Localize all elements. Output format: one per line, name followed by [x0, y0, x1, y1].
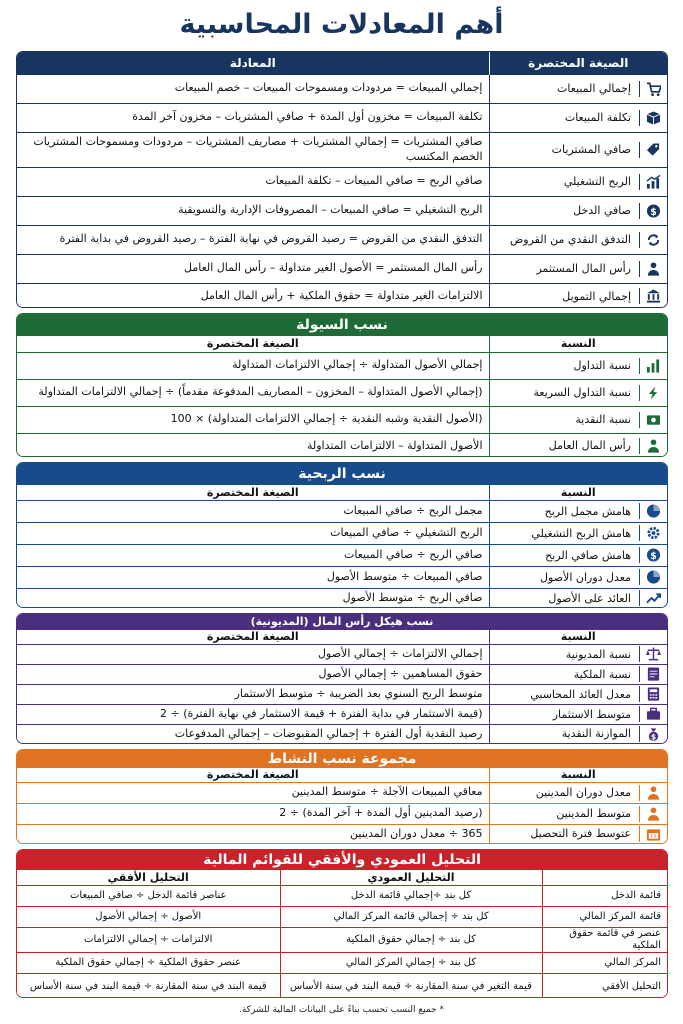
bar-chart-icon	[646, 358, 661, 374]
row-name: قائمة المركز المالي	[579, 910, 661, 922]
row-label: متوسط المدينين	[556, 807, 631, 820]
column-header-short: الصيغة المختصرة	[528, 55, 629, 70]
growth-chart-icon	[646, 174, 661, 190]
row-horizontal: عناصر قائمة الدخل ÷ صافي المبيعات	[70, 889, 227, 901]
row-icon-wrap	[639, 590, 661, 606]
row-name: قائمة الدخل	[611, 889, 661, 901]
svg-text:$: $	[650, 206, 657, 218]
column-header-vertical: التحليل العمودي	[280, 870, 542, 885]
person-icon	[646, 806, 661, 822]
row-icon-wrap	[639, 726, 661, 742]
row-label: هامش مجمل الربح	[544, 504, 631, 518]
row-formula: الربح التشغيلي = صافي المبيعات – المصروفات الإدارية والتسويقية	[178, 203, 483, 217]
table-row	[17, 704, 667, 724]
row-horizontal: الالتزامات ÷ إجمالي الالتزامات	[84, 933, 213, 945]
row-horizontal: عنصر حقوق الملكية ÷ إجمالي حقوق الملكية	[55, 956, 242, 968]
row-icon-wrap	[639, 666, 661, 682]
row-label: عتوسط فترة التحصيل	[530, 827, 631, 841]
row-icon-wrap	[639, 826, 661, 842]
row-formula: مجمل الربح ÷ صافي المبيعات	[343, 503, 483, 517]
row-label: الربح التشغيلي	[563, 175, 631, 188]
table-row	[17, 588, 667, 608]
row-formula: متوسط الربح السنوي بعد الضريبة ÷ متوسط الاستثمار	[234, 686, 483, 700]
table-row	[17, 824, 667, 843]
row-name: التحليل الأفقي	[601, 980, 661, 992]
table-row	[17, 927, 667, 952]
row-label: العائد على الأصول	[548, 591, 631, 605]
row-icon-wrap	[639, 110, 661, 126]
row-label: معدل العائد المحاسبي	[530, 687, 631, 701]
row-formula: (قيمة الاستثمار في بداية الفترة + قيمة الاستثمار في نهاية الفترة) ÷ 2	[160, 706, 483, 720]
row-label: الموازنة النقدية	[561, 727, 631, 741]
row-formula: إجمالي الأصول المتداولة ÷ إجمالي الالتزامات المتداولة	[232, 358, 483, 372]
row-formula: رصيد النقدية أول الفترة + إجمالي المقبوضات – إجمالي المدفوعات	[174, 726, 483, 740]
row-label: متوسط الاستثمار	[552, 707, 631, 721]
footnote: * جميع النسب تحسب بناءً على البيانات المالية للشركة.	[238, 1005, 444, 1015]
row-label: صافي المشتريات	[551, 143, 631, 156]
bank-icon	[646, 288, 661, 304]
table-row	[17, 406, 667, 433]
row-icon-wrap	[639, 686, 661, 702]
row-icon-wrap	[639, 646, 661, 662]
row-formula: إجمالي المبيعات = مردودات ومسموحات المبيعات – خصم المبيعات	[174, 81, 483, 95]
section-header: نسب السيولة	[17, 314, 667, 336]
row-label: نسبة النقدية	[575, 413, 631, 426]
formulas-section	[16, 51, 668, 308]
table-row	[17, 283, 667, 308]
row-label: هامش صافي الربح	[545, 548, 631, 562]
row-icon-wrap	[639, 81, 661, 97]
row-vertical: كل بند ÷ إجمالي المركز المالي	[345, 956, 477, 968]
row-icon-wrap	[639, 569, 661, 585]
row-formula: التدفق النقدي من القروض = رصيد القروض في نهاية الفترة – رصيد القروض في بداية الفترة	[59, 232, 483, 246]
table-row	[17, 352, 667, 379]
row-formula: حقوق المساهمين ÷ إجمالي الأصول	[318, 666, 483, 680]
row-label: هامش الربح التشغيلي	[531, 526, 631, 540]
cash-icon	[646, 412, 661, 428]
table-row	[17, 803, 667, 824]
row-formula: صافي المشتريات = إجمالي المشتريات + مصاريف المشتريات – مردودات ومسموحات المشتريات الخصم المكتسب	[33, 135, 483, 163]
row-label: إجمالي التمويل	[562, 289, 631, 303]
table-row	[17, 544, 667, 566]
row-icon-wrap	[639, 203, 661, 219]
svg-text:$: $	[650, 732, 657, 742]
column-header-formula: الصيغة المختصرة	[17, 485, 489, 500]
table-row	[17, 973, 667, 998]
row-icon-wrap	[639, 261, 661, 277]
table-row	[17, 684, 667, 704]
liquidity-section	[16, 313, 668, 457]
table-row	[17, 103, 667, 132]
row-icon-wrap	[639, 706, 661, 722]
dollar-coin-icon	[646, 547, 661, 563]
page-title: أهم المعادلات المحاسبية	[179, 9, 504, 40]
row-icon-wrap	[639, 438, 661, 454]
svg-text:$: $	[650, 550, 657, 562]
row-label: معدل دوران الأصول	[540, 570, 631, 584]
row-label: معدل دوران المدينين	[535, 786, 631, 799]
box-icon	[646, 110, 661, 126]
row-formula: صافي الربح ÷ صافي المبيعات	[344, 547, 483, 561]
calculator-icon	[646, 686, 661, 702]
row-label: رأس المال العامل	[548, 439, 631, 453]
row-icon-wrap	[639, 806, 661, 822]
row-formula: تكلفة المبيعات = مخزون أول المدة + صافي المشتريات – مخزون آخر المدة	[132, 110, 483, 124]
capital-structure-section	[16, 613, 668, 744]
row-name: المركز المالي	[604, 956, 661, 968]
column-header-formula: الصيغة المختصرة	[17, 768, 489, 782]
row-icon-wrap	[639, 385, 661, 401]
section-header: التحليل العمودي والأفقي للقوائم المالية	[17, 850, 667, 870]
row-icon-wrap	[639, 288, 661, 304]
row-label: نسبة المديونية	[565, 647, 631, 661]
table-row	[17, 167, 667, 196]
table-row	[17, 132, 667, 167]
table-row	[17, 952, 667, 973]
row-horizontal: قيمة البند في سنة المقارنة ÷ قيمة البند في سنة الأساس	[29, 980, 267, 992]
row-name: عنصر في قائمة حقوق الملكية	[569, 927, 661, 951]
calendar-icon	[646, 826, 661, 842]
column-header-ratio: النسبة	[489, 485, 667, 500]
row-icon-wrap	[639, 525, 661, 541]
row-formula: صافي الربح ÷ متوسط الأصول	[342, 591, 483, 605]
investor-icon	[646, 261, 661, 277]
table-row	[17, 254, 667, 283]
table-row	[17, 225, 667, 254]
analysis-section	[16, 849, 668, 998]
table-row	[17, 566, 667, 588]
table-row	[17, 644, 667, 664]
table-row	[17, 782, 667, 803]
row-formula: 365 ÷ معدل دوران المدينين	[350, 826, 483, 840]
scales-icon	[646, 646, 661, 662]
section-header: نسب الربحية	[17, 463, 667, 485]
row-formula: (إجمالي الأصول المتداولة – المخزون – المصاريف المدفوعة مقدماً) ÷ إجمالي الالتزامات المتداولة	[38, 385, 483, 399]
row-formula: الالتزامات الغير متداولة = حقوق الملكية + رأس المال العامل	[200, 289, 483, 303]
column-header-formula: الصيغة المختصرة	[17, 630, 489, 644]
cycle-arrows-icon	[646, 232, 661, 248]
row-formula: الأصول المتداولة – الالتزامات المتداولة	[306, 438, 483, 452]
row-vertical: كل بند ÷ إجمالي قائمة المركز المالي	[333, 910, 489, 922]
column-header-horizontal: التحليل الأفقي	[17, 870, 280, 885]
pie-chart-icon	[646, 503, 661, 519]
table-row	[17, 906, 667, 927]
briefcase-icon	[646, 706, 661, 722]
gear-icon	[646, 525, 661, 541]
row-label: صافي الدخل	[573, 204, 631, 217]
table-row	[17, 500, 667, 522]
row-label: تكلفة المبيعات	[564, 111, 631, 124]
row-vertical: قيمة التغير في سنة المقارنة ÷ قيمة البند في سنة الأساس	[290, 980, 532, 992]
person-icon	[646, 438, 661, 454]
row-icon-wrap	[639, 232, 661, 248]
row-formula: (الأصول النقدية وشبه النقدية ÷ إجمالي الالتزامات المتداولة) × 100	[170, 412, 483, 426]
row-horizontal: الأصول ÷ إجمالي الأصول	[95, 910, 202, 922]
row-vertical: كل بند ÷ إجمالي حقوق الملكية	[346, 933, 476, 945]
row-formula: الربح التشغيلي ÷ صافي المبيعات	[330, 525, 483, 539]
table-row	[17, 664, 667, 684]
table-row	[17, 196, 667, 225]
table-row	[17, 724, 667, 743]
row-formula: معاقي المبيعات الآجلة ÷ متوسط المدينين	[291, 785, 483, 799]
row-label: نسبة التداول السريعة	[533, 386, 631, 399]
row-label: نسبة الملكية	[573, 667, 631, 681]
activity-section	[16, 749, 668, 844]
row-label: رأس المال المستثمر	[536, 262, 631, 275]
money-bag-icon	[646, 726, 661, 742]
pie-chart-icon	[646, 569, 661, 585]
section-header: نسب هيكل رأس المال (المديونية)	[17, 614, 667, 630]
column-header-formula: الصيغة المختصرة	[17, 336, 489, 352]
table-row	[17, 379, 667, 406]
row-label: إجمالي المبيعات	[556, 82, 631, 95]
row-icon-wrap	[639, 785, 661, 801]
person-icon	[646, 785, 661, 801]
profitability-section	[16, 462, 668, 608]
row-icon-wrap	[639, 358, 661, 374]
trend-line-icon	[646, 590, 661, 606]
dollar-coin-icon	[646, 203, 661, 219]
row-icon-wrap	[639, 412, 661, 428]
table-row	[17, 522, 667, 544]
tag-icon	[646, 142, 661, 158]
table-row	[17, 433, 667, 457]
column-header-item	[542, 870, 667, 885]
row-label: التدفق النقدي من القروض	[509, 233, 631, 246]
column-header-ratio: النسبة	[489, 336, 667, 352]
row-formula: رأس المال المستثمر = الأصول الغير متداولة – رأس المال العامل	[184, 261, 483, 275]
column-header-ratio: النسبة	[489, 768, 667, 782]
cart-icon	[646, 81, 661, 97]
lightning-icon	[646, 385, 661, 401]
section-header: مجموعة نسب النشاط	[17, 750, 667, 768]
table-row	[17, 885, 667, 906]
row-formula: (رصيد المدينين أول المدة + آخر المدة) ÷ 2	[279, 806, 483, 820]
column-header-ratio: النسبة	[489, 630, 667, 644]
row-icon-wrap	[639, 547, 661, 563]
row-icon-wrap	[639, 503, 661, 519]
column-header-formula: المعادلة	[17, 52, 489, 74]
document-icon	[646, 666, 661, 682]
row-vertical: كل بند ÷إجمالي قائمة الدخل	[350, 889, 472, 901]
row-formula: صافي المبيعات ÷ متوسط الأصول	[326, 569, 483, 583]
table-row	[17, 74, 667, 103]
row-label: نسبة التداول	[573, 359, 631, 372]
row-icon-wrap	[639, 142, 661, 158]
row-formula: صافي الربح = صافي المبيعات – تكلفة المبيعات	[265, 174, 483, 188]
row-icon-wrap	[639, 174, 661, 190]
row-formula: إجمالي الالتزامات ÷ إجمالي الأصول	[318, 646, 483, 660]
